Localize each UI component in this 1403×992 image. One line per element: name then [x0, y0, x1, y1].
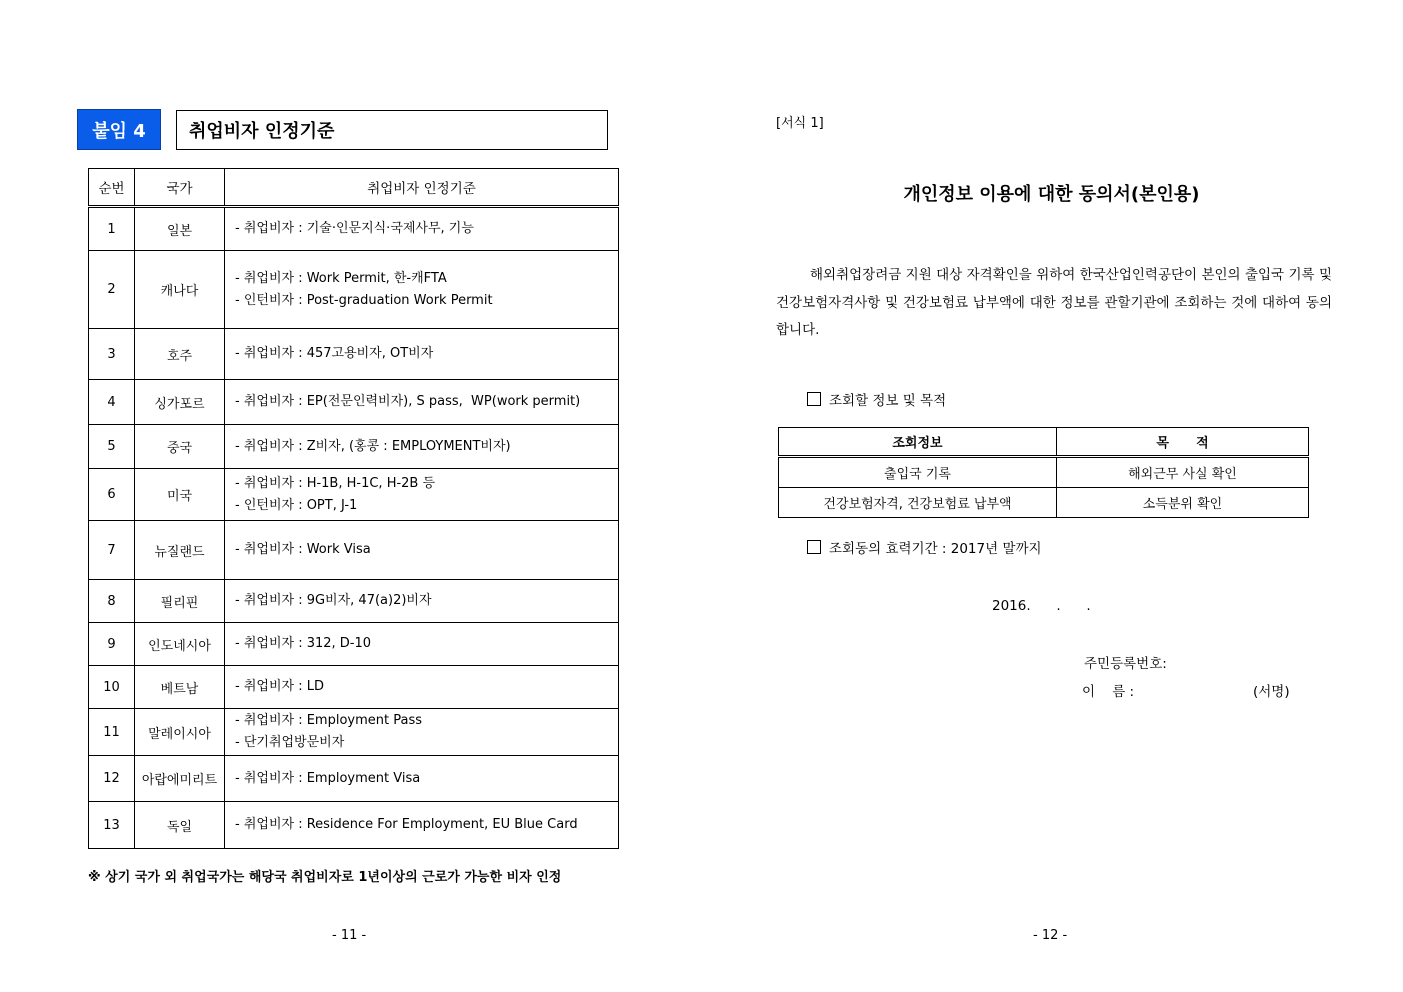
criteria-line: - 취업비자 : 457고용비자, OT비자 — [235, 346, 434, 361]
form-tag: [서식 1] — [776, 116, 824, 131]
row-number: 11 — [89, 709, 135, 756]
row-criteria — [225, 802, 619, 849]
table-row — [89, 469, 619, 521]
table-row — [89, 380, 619, 425]
table-row — [89, 756, 619, 802]
row-number: 13 — [89, 802, 135, 849]
row-country: 아랍에미리트 — [135, 756, 225, 802]
criteria-line: - 단기취업방문비자 — [235, 735, 345, 750]
criteria-line: - 인턴비자 : OPT, J-1 — [235, 497, 358, 513]
table-row — [89, 521, 619, 580]
row-country: 미국 — [135, 469, 225, 521]
row-country: 일본 — [135, 207, 225, 251]
table-row — [89, 425, 619, 469]
appendix-label: 붙임 4 — [77, 109, 161, 150]
appendix-title: 취업비자 인정기준 — [176, 110, 608, 150]
table-row — [89, 802, 619, 849]
row-country: 필리핀 — [135, 580, 225, 623]
table-row — [779, 488, 1309, 518]
section-info-purpose-label: 조회할 정보 및 목적 — [829, 393, 947, 409]
criteria-line: - 취업비자 : 기술·인문지식·국제사무, 기능 — [235, 221, 474, 236]
row-criteria — [225, 425, 619, 469]
checkbox-icon — [807, 540, 821, 554]
row-number: 3 — [89, 329, 135, 380]
criteria-line: - 취업비자 : Work Visa — [235, 542, 371, 557]
criteria-line: - 취업비자 : Z비자, (홍콩 : EMPLOYMENT비자) — [235, 438, 511, 454]
criteria-line: - 인턴비자 : Post-graduation Work Permit — [235, 292, 493, 308]
row-number: 1 — [89, 207, 135, 251]
signature-label: (서명) — [1253, 684, 1290, 700]
row-country: 싱가포르 — [135, 380, 225, 425]
row-number: 5 — [89, 425, 135, 469]
row-country: 중국 — [135, 425, 225, 469]
criteria-line: - 취업비자 : 312, D-10 — [235, 636, 372, 651]
criteria-line: - 취업비자 : EP(전문인력비자), S pass, WP(work permit) — [235, 394, 581, 409]
row-number: 4 — [89, 380, 135, 425]
row-criteria — [225, 756, 619, 802]
row-number: 7 — [89, 521, 135, 580]
rrn-label: 주민등록번호: — [1084, 656, 1167, 672]
row-criteria — [225, 521, 619, 580]
name-label: 이 름 : — [1082, 684, 1135, 700]
header-criteria: 취업비자 인정기준 — [225, 169, 619, 207]
row-criteria — [225, 666, 619, 709]
row-criteria — [225, 623, 619, 666]
header-country: 국가 — [135, 169, 225, 207]
row-number: 12 — [89, 756, 135, 802]
checkbox-icon — [807, 392, 821, 406]
criteria-line: - 취업비자 : LD — [235, 679, 324, 694]
row-criteria — [225, 251, 619, 329]
table-row — [89, 623, 619, 666]
page-number-left: - 11 - — [332, 928, 367, 943]
consent-body: 해외취업장려금 지원 대상 자격확인을 위하여 한국산업인력공단이 본인의 출입국 기록 및 건강보험자격사항 및 건강보험료 납부액에 대한 정보를 관할기관에 조회하는 것에 대하여 동의합니다. — [776, 267, 1332, 338]
row-country: 인도네시아 — [135, 623, 225, 666]
visa-table-body — [89, 207, 619, 849]
row-criteria — [225, 207, 619, 251]
info-header-info: 조회정보 — [779, 428, 1057, 457]
row-country: 말레이시아 — [135, 709, 225, 756]
page-right — [700, 0, 1403, 992]
table-row — [89, 207, 619, 251]
table-row — [89, 329, 619, 380]
row-number: 6 — [89, 469, 135, 521]
info-purpose-table — [778, 427, 1309, 518]
purpose-cell: 소득분위 확인 — [1057, 488, 1309, 518]
row-country: 뉴질랜드 — [135, 521, 225, 580]
criteria-line: - 취업비자 : Employment Pass — [235, 713, 422, 728]
row-criteria — [225, 380, 619, 425]
row-country: 독일 — [135, 802, 225, 849]
row-number: 9 — [89, 623, 135, 666]
row-criteria — [225, 580, 619, 623]
row-number: 2 — [89, 251, 135, 329]
info-header-purpose: 목 적 — [1057, 428, 1309, 457]
consent-title: 개인정보 이용에 대한 동의서(본인용) — [903, 184, 1200, 205]
row-criteria — [225, 329, 619, 380]
date-line: 2016. . . — [992, 598, 1091, 614]
header-no: 순번 — [89, 169, 135, 207]
info-cell: 건강보험자격, 건강보험료 납부액 — [779, 488, 1057, 518]
info-header-row — [779, 428, 1309, 457]
row-country: 캐나다 — [135, 251, 225, 329]
criteria-line: - 취업비자 : 9G비자, 47(a)2)비자 — [235, 593, 432, 608]
row-country: 호주 — [135, 329, 225, 380]
section-info-purpose — [807, 389, 946, 409]
table-header-row — [89, 169, 619, 207]
table-row — [89, 709, 619, 756]
table-row — [89, 666, 619, 709]
section-validity — [807, 537, 1042, 557]
section-validity-label: 조회동의 효력기간 : 2017년 말까지 — [829, 541, 1042, 557]
page-left — [0, 0, 700, 992]
table-row — [779, 457, 1309, 488]
criteria-line: - 취업비자 : Residence For Employment, EU Blue Card — [235, 817, 578, 832]
visa-criteria-table — [88, 168, 619, 849]
row-number: 8 — [89, 580, 135, 623]
row-number: 10 — [89, 666, 135, 709]
criteria-line: - 취업비자 : H-1B, H-1C, H-2B 등 — [235, 475, 436, 491]
table-row — [89, 251, 619, 329]
purpose-cell: 해외근무 사실 확인 — [1057, 457, 1309, 488]
page-number-right: - 12 - — [1033, 928, 1068, 943]
table-row — [89, 580, 619, 623]
criteria-line: - 취업비자 : Work Permit, 한-캐FTA — [235, 270, 447, 286]
row-criteria — [225, 469, 619, 521]
row-criteria — [225, 709, 619, 756]
footnote: ※ 상기 국가 외 취업국가는 해당국 취업비자로 1년이상의 근로가 가능한 비자 인정 — [88, 870, 562, 885]
info-cell: 출입국 기록 — [779, 457, 1057, 488]
criteria-line: - 취업비자 : Employment Visa — [235, 770, 421, 786]
row-country: 베트남 — [135, 666, 225, 709]
